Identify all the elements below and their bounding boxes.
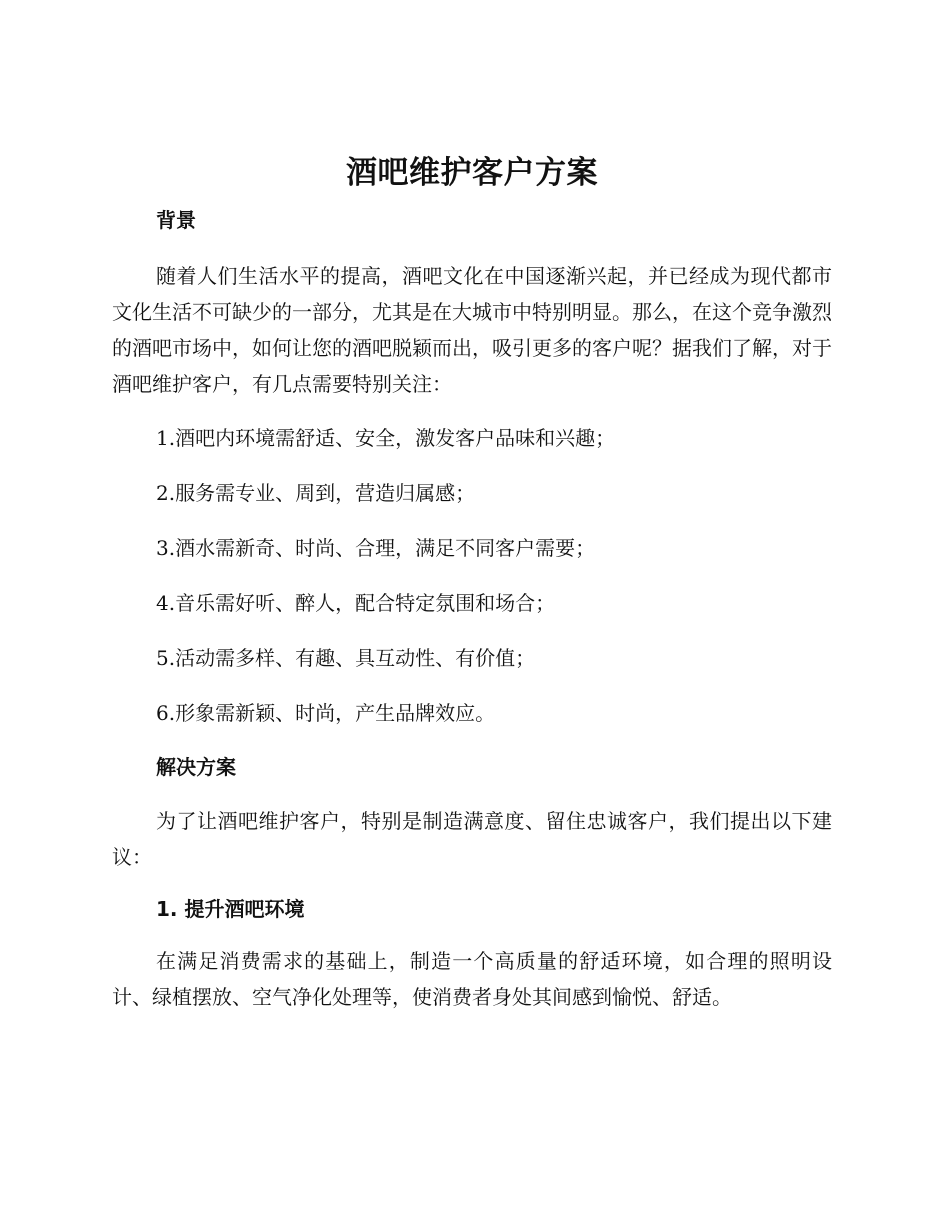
section-heading-background: 背景	[156, 208, 196, 232]
solution-environment-paragraph: 在满足消费需求的基础上，制造一个高质量的舒适环境，如合理的照明设计、绿植摆放、空气净化处理等，使消费者身处其间感到愉悦、舒适。	[112, 949, 832, 1009]
background-list-item-4: 4.音乐需好听、醉人，配合特定氛围和场合；	[156, 591, 556, 615]
background-list-item-6: 6.形象需新颖、时尚，产生品牌效应。	[156, 701, 496, 725]
document-title: 酒吧维护客户方案	[346, 155, 598, 191]
document-body	[112, 150, 832, 1015]
background-list-item-2: 2.服务需专业、周到，营造归属感；	[156, 481, 476, 505]
background-list-item-1: 1.酒吧内环境需舒适、安全，激发客户品味和兴趣；	[156, 426, 616, 450]
solution-subheading-environment: 1. 提升酒吧环境	[156, 897, 305, 921]
solution-intro-paragraph: 为了让酒吧维护客户，特别是制造满意度、留住忠诚客户，我们提出以下建议：	[112, 809, 832, 869]
section-heading-solution: 解决方案	[156, 755, 236, 779]
background-intro-paragraph: 随着人们生活水平的提高，酒吧文化在中国逐渐兴起，并已经成为现代都市文化生活不可缺少的一部分，尤其是在大城市中特别明显。那么，在这个竞争激烈的酒吧市场中，如何让您的酒吧脱颖而出，吸引更多的客户呢？据我们了解，对于酒吧维护客户，有几点需要特别关注：	[112, 264, 832, 396]
background-list-item-5: 5.活动需多样、有趣、具互动性、有价值；	[156, 646, 536, 670]
background-list-item-3: 3.酒水需新奇、时尚、合理，满足不同客户需要；	[156, 536, 596, 560]
